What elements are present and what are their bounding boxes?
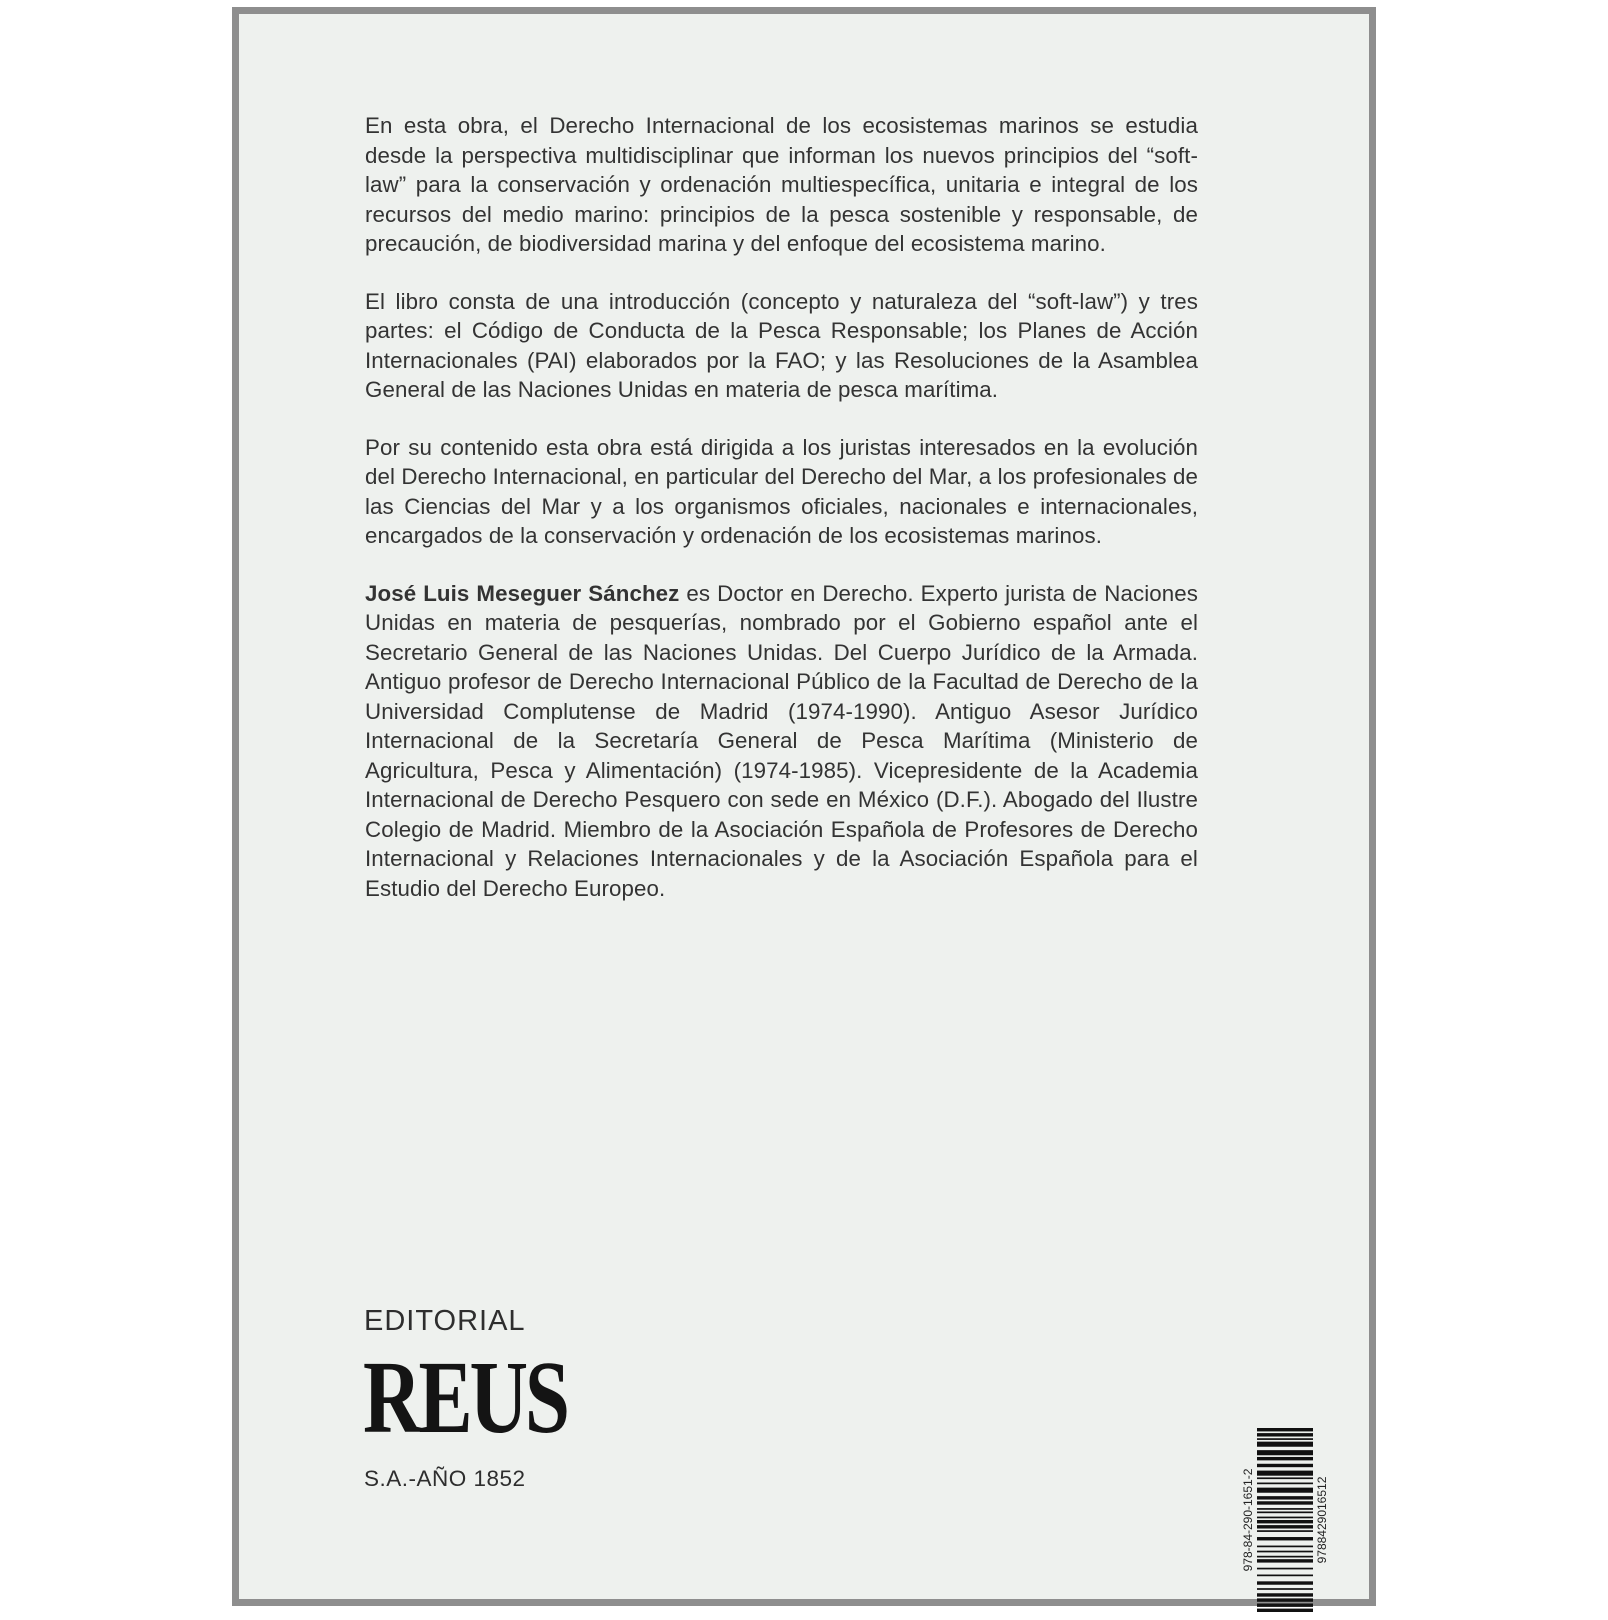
barcode-bar [1257, 1501, 1313, 1504]
barcode-bar [1257, 1609, 1313, 1612]
barcode-bar [1257, 1517, 1313, 1519]
barcode-bar [1257, 1520, 1313, 1523]
barcode-bar [1257, 1537, 1313, 1540]
barcode-bar [1257, 1568, 1313, 1570]
barcode-bar [1257, 1433, 1313, 1436]
barcode-bar [1257, 1511, 1313, 1513]
barcode-bar [1257, 1438, 1313, 1440]
barcode-bar [1257, 1471, 1313, 1476]
synopsis-paragraph-2: El libro consta de una introducción (concepto y naturaleza del “soft-law”) y tres partes: el Código de Conducta de la Pesca Responsable; los Planes de Acción Internacionales (PAI) elaborados por la FAO; y las Resoluciones de la Asamblea General de las Naciones Unidas en materia de pesca marítima. [365, 288, 1198, 402]
barcode-bar [1257, 1559, 1313, 1562]
barcode-bar [1257, 1450, 1313, 1455]
barcode-bar [1257, 1575, 1313, 1577]
isbn-barcode [1241, 1420, 1330, 1620]
publisher-subtitle: S.A.-AÑO 1852 [364, 1466, 526, 1491]
author-biography [365, 579, 1198, 904]
author-bio-text: es Doctor en Derecho. Experto jurista de Naciones Unidas en materia de pesquerías, nombrado por el Gobierno español ante el Secretario General de las Naciones Unidas. Del Cuerpo Jurídico de la Armada. Antiguo profesor de Derecho Internacional Público de la Facultad de Derecho de la Universidad Complutense de Madrid (1974-1990). Antiguo Asesor Jurídico Internacional de la Secretaría General de Pesca Marítima (Ministerio de Agricultura, Pesca y Alimentación) (1974-1985). Vicepresidente de la Academia Internacional de Derecho Pesquero con sede en México (D.F.). Abogado del Ilustre Colegio de Madrid. Miembro de la Asociación Española de Profesores de Derecho Internacional y Relaciones Internacionales y de la Asociación Española para el Estudio del Derecho Europeo. [365, 580, 1198, 901]
isbn-text: 978-84-290-1651-2 [1241, 1468, 1255, 1572]
barcode-bar [1257, 1496, 1313, 1499]
barcode-bar [1257, 1551, 1313, 1553]
synopsis-paragraph-3: Por su contenido esta obra está dirigida a los juristas interesados en la evolución del Derecho Internacional, en particular del Derecho del Mar, a los profesionales de las Ciencias del Mar y a los organismos oficiales, nacionales e internacionales, encargados de la conservación y ordenación de los ecosistemas marinos. [365, 434, 1198, 548]
barcode-bar [1257, 1593, 1313, 1596]
barcode-bar [1257, 1556, 1313, 1558]
barcode-bar [1257, 1546, 1313, 1548]
synopsis-text [365, 111, 1198, 903]
ean-digits: 9788429016512 [1315, 1476, 1329, 1564]
synopsis-paragraph-1: En esta obra, el Derecho Internacional de los ecosistemas marinos se estudia desde la perspectiva multidisciplinar que informan los nuevos principios del “soft-law” para la conservación y ordenación multiespecífica, unitaria e integral de los recursos del medio marino: principios de la pesca sostenible y responsable, de precaución, de biodiversidad marina y del enfoque del ecosistema marino. [365, 113, 1198, 256]
barcode-bar [1257, 1530, 1313, 1532]
barcode-bar [1257, 1508, 1313, 1510]
barcode-bar [1257, 1457, 1313, 1460]
barcode-bar [1257, 1525, 1313, 1528]
barcode-bar [1257, 1483, 1313, 1485]
barcode-bar [1257, 1598, 1313, 1601]
barcode-bar [1257, 1581, 1313, 1584]
barcode-bar [1257, 1488, 1313, 1493]
author-name: José Luis Meseguer Sánchez [365, 580, 680, 606]
barcode-bar [1257, 1588, 1313, 1590]
publisher-label: EDITORIAL [364, 1305, 526, 1337]
barcode-bar [1257, 1442, 1313, 1447]
barcode-bar [1257, 1464, 1313, 1467]
publisher-logo: REUS [363, 1340, 567, 1455]
barcode-bar [1257, 1428, 1313, 1431]
barcode-bar [1257, 1477, 1313, 1479]
barcode-bar [1257, 1603, 1313, 1606]
